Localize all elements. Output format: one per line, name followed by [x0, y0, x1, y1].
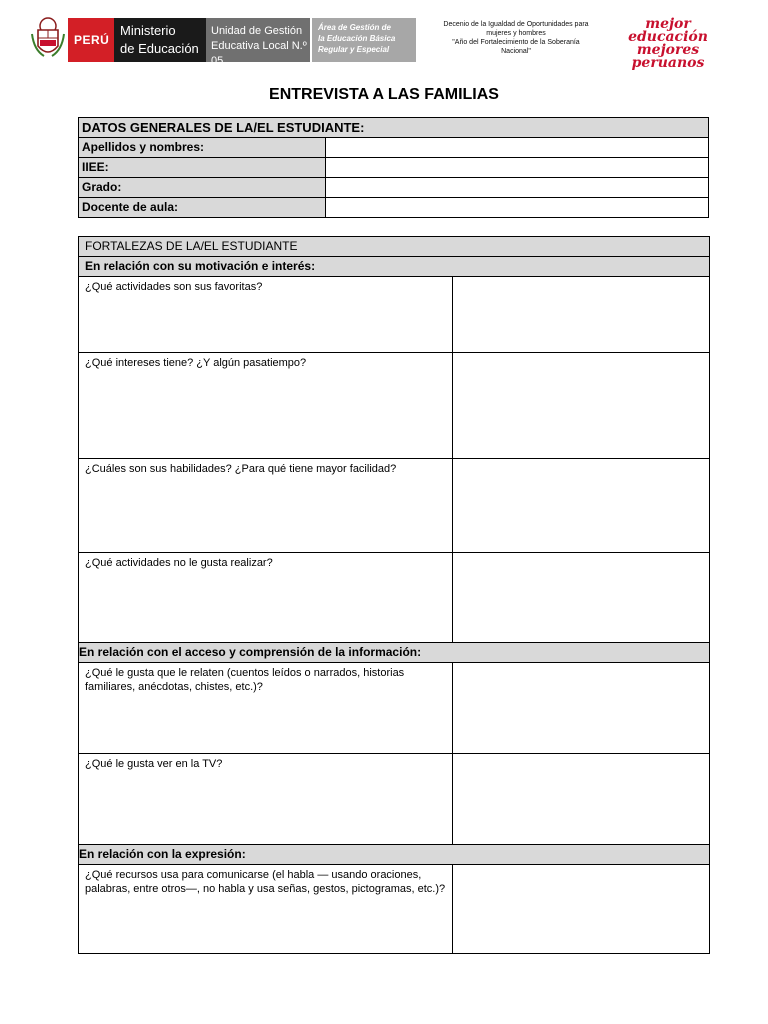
strengths-table — [78, 236, 710, 954]
answer-cell[interactable] — [453, 553, 710, 643]
area-line-3: Regular y Especial — [318, 45, 390, 54]
question-skills: ¿Cuáles son sus habilidades? ¿Para qué tiene mayor facilidad? — [79, 459, 453, 553]
answer-cell[interactable] — [453, 353, 710, 459]
area-badge — [312, 18, 416, 62]
area-line-1: Área de Gestión de — [318, 23, 391, 32]
slogan-logo — [628, 18, 708, 70]
general-heading: DATOS GENERALES DE LA/EL ESTUDIANTE: — [79, 118, 709, 138]
ministry-line-1: Ministerio — [120, 23, 176, 38]
question-tv: ¿Qué le gusta ver en la TV? — [79, 754, 453, 845]
answer-cell[interactable] — [453, 277, 710, 353]
decree-line-4: Nacional" — [501, 48, 531, 55]
slogan-line-2: educación — [628, 29, 708, 45]
question-disliked-activities: ¿Qué actividades no le gusta realizar? — [79, 553, 453, 643]
general-data-table — [78, 117, 709, 218]
decree-text — [430, 20, 602, 56]
answer-cell[interactable] — [453, 459, 710, 553]
answer-cell[interactable] — [453, 663, 710, 754]
slogan-line-3: mejores — [636, 42, 700, 58]
section-title-information: En relación con el acceso y comprensión de la información: — [79, 643, 710, 663]
ministry-badge — [114, 18, 206, 62]
field-input-teacher[interactable] — [326, 198, 709, 218]
slogan-line-1: mejor — [645, 16, 691, 32]
section-title-motivation: En relación con su motivación e interés: — [79, 257, 710, 277]
section-title-expression: En relación con la expresión: — [79, 845, 710, 865]
ugel-badge — [206, 18, 310, 67]
decree-line-1: Decenio de la Igualdad de Oportunidades para — [443, 21, 589, 28]
answer-cell[interactable] — [453, 865, 710, 954]
letterhead — [30, 16, 750, 71]
slogan-line-4: peruanos — [631, 55, 705, 71]
decree-line-2: mujeres y hombres — [486, 30, 546, 37]
question-favorite-activities: ¿Qué actividades son sus favoritas? — [79, 277, 453, 353]
answer-cell[interactable] — [453, 754, 710, 845]
decree-line-3: "Año del Fortalecimiento de la Soberanía — [452, 39, 580, 46]
field-label-teacher: Docente de aula: — [79, 198, 326, 218]
strengths-heading: FORTALEZAS DE LA/EL ESTUDIANTE — [79, 237, 710, 257]
page-title: ENTREVISTA A LAS FAMILIAS — [269, 86, 499, 103]
field-input-grade[interactable] — [326, 178, 709, 198]
field-input-school[interactable] — [326, 158, 709, 178]
coat-of-arms-icon — [30, 16, 66, 64]
peru-label: PERÚ — [74, 33, 110, 47]
question-stories: ¿Qué le gusta que le relaten (cuentos leídos o narrados, historias familiares, anécdotas, chistes, etc.)? — [79, 663, 453, 754]
ugel-line-1: Unidad de Gestión — [211, 25, 303, 37]
question-communication: ¿Qué recursos usa para comunicarse (el habla — usando oraciones, palabras, entre otros—, no habla y usa señas, gestos, pictogramas, etc.)? — [79, 865, 453, 954]
ugel-line-2: Educativa Local N.º 05 — [211, 40, 307, 67]
ministry-line-2: de Educación — [120, 41, 199, 56]
question-interests: ¿Qué intereses tiene? ¿Y algún pasatiempo? — [79, 353, 453, 459]
field-input-name[interactable] — [326, 138, 709, 158]
field-label-school: IIEE: — [79, 158, 326, 178]
field-label-name: Apellidos y nombres: — [79, 138, 326, 158]
area-line-2: la Educación Básica — [318, 34, 396, 43]
field-label-grade: Grado: — [79, 178, 326, 198]
